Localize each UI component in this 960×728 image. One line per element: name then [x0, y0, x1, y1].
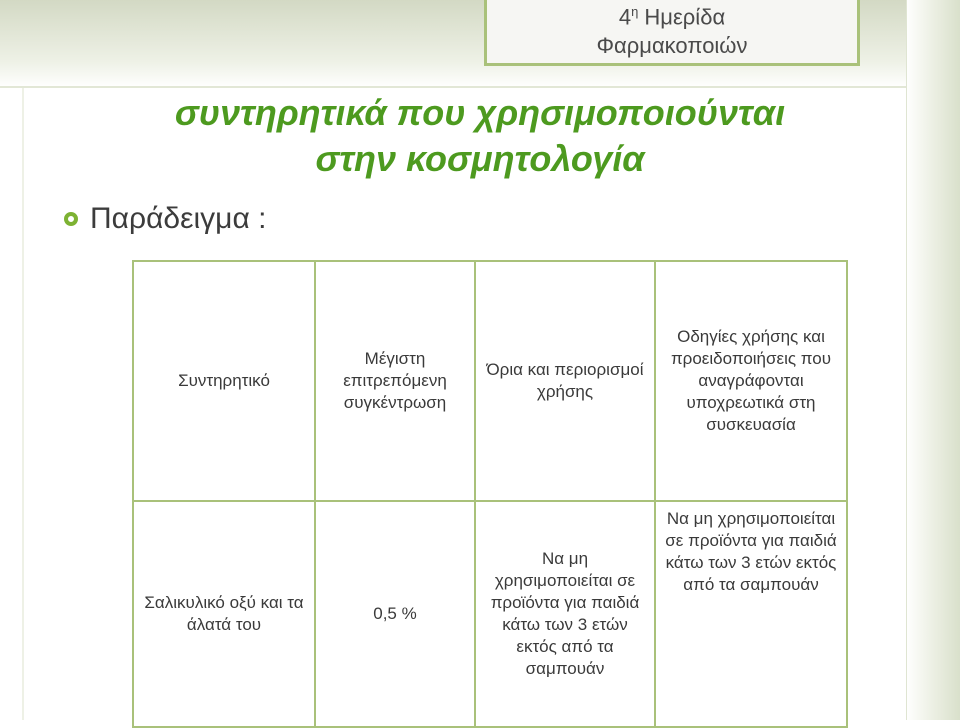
slide-title	[90, 90, 870, 182]
cell-instructions: Να μη χρησιμοποιείται σε προϊόντα για παιδιά κάτω των 3 ετών εκτός από τα σαμπουάν	[655, 501, 847, 727]
table-row	[133, 501, 847, 727]
event-number: 4	[618, 4, 632, 30]
bullet-text: Παράδειγμα :	[90, 202, 267, 235]
header-cell-instructions: Οδηγίες χρήσης και προειδοποιήσεις που αναγράφονται υποχρεωτικά στη συσκευασία	[655, 261, 847, 501]
left-frame-line	[22, 88, 24, 720]
bullet-item	[64, 202, 266, 236]
table-header-row	[133, 261, 847, 501]
slide-title-line1: συντηρητικά που χρησιμοποιούνται	[174, 92, 786, 133]
header-cell-max-concentration: Μέγιστη επιτρεπόμενη συγκέντρωση	[315, 261, 475, 501]
right-side-band	[906, 0, 960, 720]
cell-max-concentration: 0,5 %	[315, 501, 475, 727]
header-cell-limits: Όρια και περιορισμοί χρήσης	[475, 261, 655, 501]
header-cell-preservative: Συντηρητικό	[133, 261, 315, 501]
slide-title-line2: στην κοσμητολογία	[315, 138, 645, 179]
header-divider	[0, 86, 960, 88]
cell-limits: Να μη χρησιμοποιείται σε προϊόντα για παιδιά κάτω των 3 ετών εκτός από τα σαμπουάν	[475, 501, 655, 727]
cell-preservative: Σαλικυλικό οξύ και τα άλατά του	[133, 501, 315, 727]
event-sup: η	[631, 4, 639, 19]
bullet-circle-icon	[64, 212, 78, 226]
event-subtitle: Φαρμακοποιών	[596, 33, 748, 58]
preservative-table	[132, 260, 848, 728]
event-title	[484, 4, 860, 30]
event-name: Ημερίδα	[644, 4, 726, 30]
